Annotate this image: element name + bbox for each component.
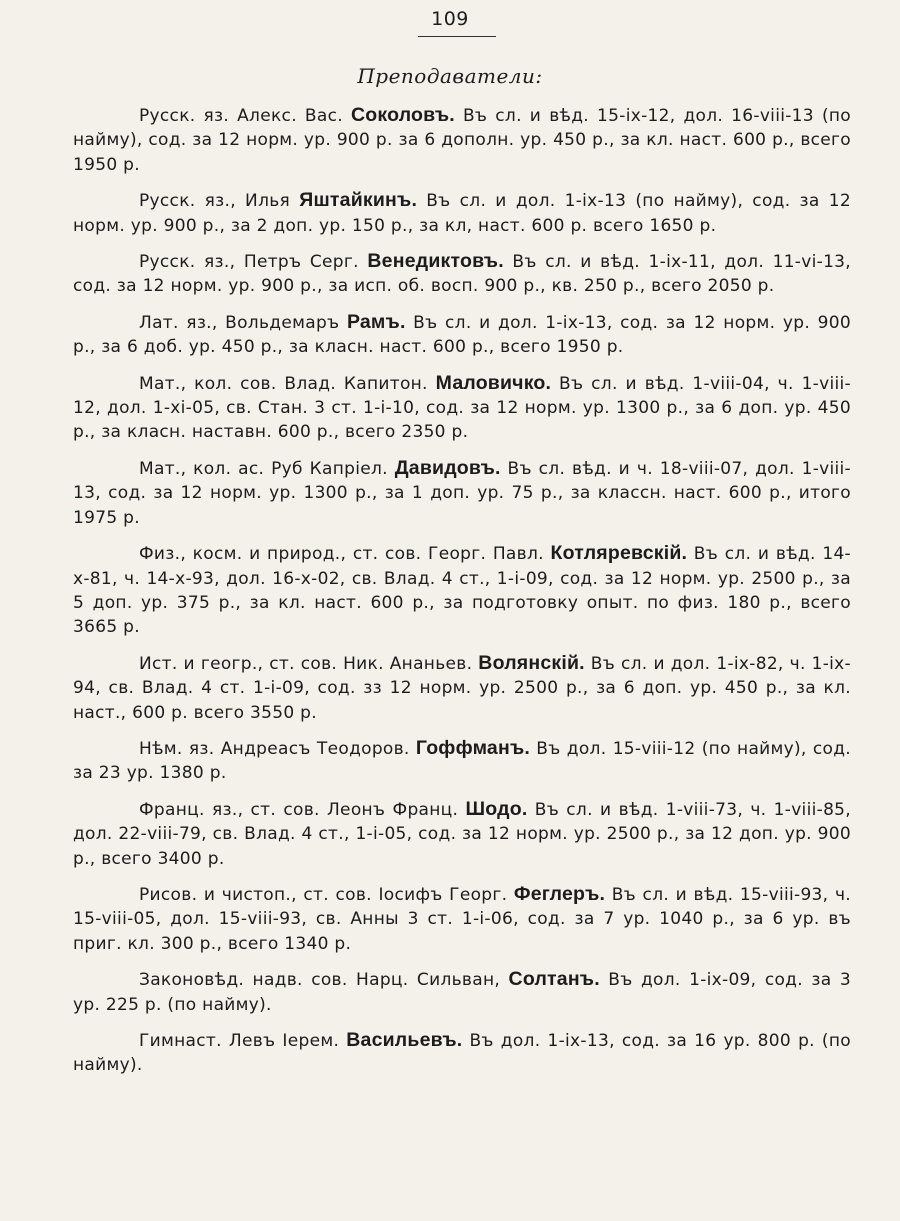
teacher-entry <box>73 797 851 871</box>
entry-details: Въ сл. и вѣд. 1-viii-04, ч. 1-viii-12, дол. 1-xi-05, св. Стан. 3 ст. 1-i-10, сод. за 12 норм. ур. 1300 р., за 6 доп. ур. 450 р., за класн. наставн. 600 р., всего 2350 р. <box>73 373 851 443</box>
entry-details: Въ сл. и вѣд. 14-x-81, ч. 14-x-93, дол. 16-x-02, св. Влад. 4 ст., 1-i-09, сод. за 12 норм. ур. 2500 р., за 5 доп. ур. 375 р., за кл. наст. 600 р., за подготовку опыт. по физ. 180 р., всего 3665 р. <box>73 544 851 638</box>
entry-subject: Русск. яз., Илья <box>139 191 300 212</box>
entry-surname: Солтанъ. <box>508 968 600 991</box>
entry-subject: Гимнаст. Левъ Іерем. <box>139 1031 347 1051</box>
entry-surname: Яштайкинъ. <box>299 189 418 212</box>
entry-details: Въ дол. 15-viii-12 (по найму), сод. за 23 ур. 1380 р. <box>73 738 852 784</box>
entry-surname: Соколовъ. <box>351 104 455 126</box>
entry-surname: Шодо. <box>465 797 528 820</box>
teacher-entry <box>73 371 851 445</box>
entry-details: Въ сл. и вѣд. 1-ix-11, дол. 11-vi-13, сод. за 12 норм. ур. 900 р., за исп. об. восп. 900 р., кв. 250 р., всего 2050 р. <box>73 252 851 297</box>
entry-surname: Венедиктовъ. <box>367 250 504 273</box>
entry-subject: Рисов. и чистоп., ст. сов. Іосифъ Георг. <box>139 884 514 905</box>
entry-details: Въ дол. 1-ix-09, сод. за 3 ур. 225 р. (по найму). <box>73 970 851 1015</box>
entry-details: Въ сл. и вѣд. 15-viii-93, ч. 15-viii-05, дол. 15-viii-93, св. Анны 3 ст. 1-i-06, сод. за 7 ур. 1040 р., за 6 ур. въ приг. кл. 300 р., всего 1340 р. <box>73 884 851 954</box>
teacher-entry <box>73 736 851 786</box>
teacher-entry <box>73 967 851 1017</box>
teacher-entry <box>73 249 851 299</box>
entry-details: Въ сл. и вѣд. 15-ix-12, дол. 16-viii-13 (по найму), сод. за 12 норм. ур. 900 р. за 6 дополн. ур. 450 р., за кл. наст. 600 р., всего 1950 р. <box>73 106 851 175</box>
entry-details: Въ сл. и дол. 1-ix-13, сод. за 12 норм. ур. 900 р., за 6 доб. ур. 450 р., за класн. наст. 600 р., всего 1950 р. <box>73 312 851 358</box>
entry-surname: Давидовъ. <box>394 456 501 479</box>
teacher-entry <box>73 456 851 530</box>
teacher-entry <box>73 651 851 725</box>
entry-subject: Франц. яз., ст. сов. Леонъ Франц. <box>139 799 466 820</box>
entry-details: Въ сл. и вѣд. 1-viii-73, ч. 1-viii-85, дол. 22-viii-79, св. Влад. 4 ст., 1-i-05, сод. за 12 норм. ур. 2500 р., за 12 доп. ур. 900 р., всего 3400 р. <box>73 799 851 869</box>
entry-details: Въ дол. 1-ix-13, сод. за 16 ур. 800 р. (по найму). <box>73 1031 851 1076</box>
entry-subject: Физ., косм. и природ., ст. сов. Георг. Павл. <box>139 544 551 565</box>
entry-surname: Гоффманъ. <box>415 736 530 759</box>
entry-details: Въ сл. вѣд. и ч. 18-viii-07, дол. 1-viii-13, сод. за 12 норм. ур. 1300 р., за 1 доп. ур. 75 р., за классн. наст. 600 р., итого 1975 р. <box>73 458 851 528</box>
header-rule <box>418 36 496 37</box>
teacher-entry <box>73 188 851 238</box>
entry-surname: Котляревскій. <box>550 542 688 565</box>
page-number: 109 <box>431 8 469 30</box>
entry-subject: Лат. яз., Вольдемаръ <box>139 312 347 333</box>
entry-subject: Русск. яз., Петръ Серг. <box>139 252 368 273</box>
teacher-entry <box>73 103 851 177</box>
entry-surname: Феглеръ. <box>513 882 606 905</box>
entry-subject: Мат., кол. ас. Руб Капріел. <box>139 458 395 479</box>
teacher-entry <box>73 882 851 956</box>
entry-surname: Маловичко. <box>435 371 552 394</box>
entry-subject: Русск. яз. Алекс. Вас. <box>139 106 351 126</box>
teacher-list <box>73 103 851 1089</box>
section-heading: Преподаватели: <box>357 64 543 88</box>
entry-surname: Волянскій. <box>478 651 585 674</box>
teacher-entry <box>73 541 851 640</box>
teacher-entry <box>73 310 851 360</box>
entry-subject: Законовѣд. надв. сов. Нарц. Сильван, <box>139 970 509 991</box>
teacher-entry <box>73 1028 851 1078</box>
entry-details: Въ сл. и дол. 1-ix-82, ч. 1-ix-94, св. Влад. 4 ст. 1-i-09, сод. зз 12 норм. ур. 2500 р., за 6 доп. ур. 450 р., за кл. наст., 600 р. всего 3550 р. <box>73 653 851 723</box>
entry-details: Въ сл. и дол. 1-ix-13 (по найму), сод. за 12 норм. ур. 900 р., за 2 доп. ур. 150 р., за кл, наст. 600 р. всего 1650 р. <box>73 191 852 236</box>
entry-surname: Васильевъ. <box>346 1029 463 1051</box>
entry-subject: Ист. и геогр., ст. сов. Ник. Ананьев. <box>139 653 479 674</box>
entry-subject: Мат., кол. сов. Влад. Капитон. <box>139 373 436 394</box>
entry-subject: Нѣм. яз. Андреасъ Теодоров. <box>139 738 416 759</box>
entry-surname: Рамъ. <box>346 310 406 333</box>
